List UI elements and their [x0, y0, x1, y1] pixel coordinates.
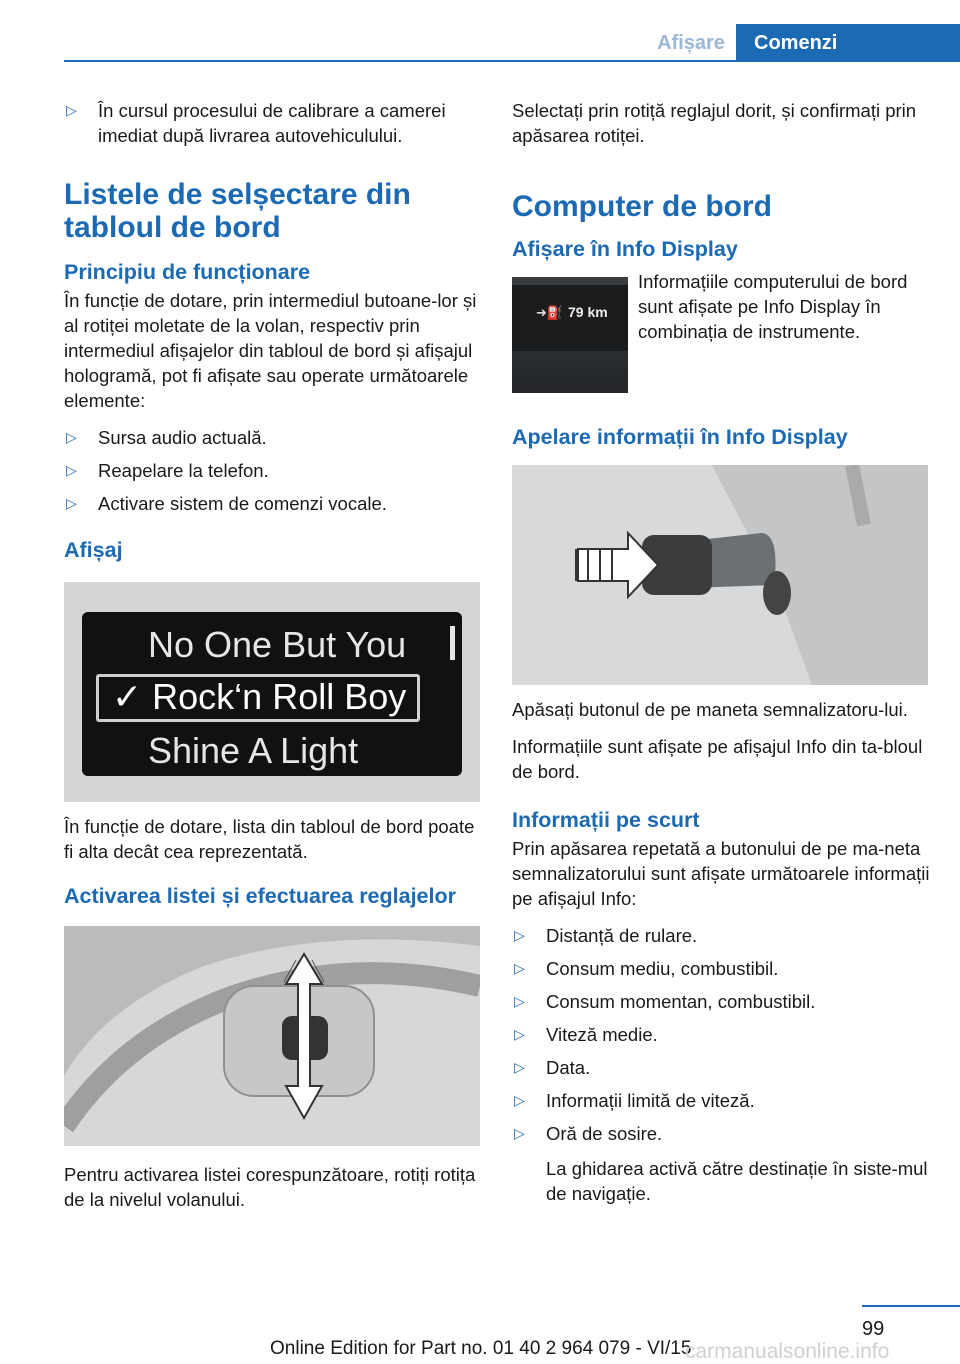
turn-signal-illustration: [512, 465, 928, 685]
list-item: ▷ Reapelare la telefon.: [66, 460, 269, 481]
list-item: ▷ Consum mediu, combustibil.: [514, 958, 779, 979]
activate-text: Pentru activarea listei corespunzătoare, rotiți rotița de la nivelul volanului.: [64, 1164, 476, 1210]
heading-display: Afișaj: [64, 538, 123, 562]
display-screen: [82, 612, 462, 776]
watermark: carmanualsonline.info: [685, 1340, 890, 1363]
brief-bullet-list: [512, 923, 930, 1146]
display-list-item: No One But You: [148, 624, 407, 665]
list-item: ▷ Activare sistem de comenzi vocale.: [66, 493, 387, 514]
principle-text: În funcție de dotare, prin intermediul butoane-lor și al rotiței moletate de la volan, respectiv prin intermediul afișajelor din tabloul de bord și afișajul hologramă, pot fi afișate sau operate următoarele elemente:: [64, 290, 477, 411]
call-text-2: Informațiile sunt afișate pe afișajul Info din ta-bloul de bord.: [512, 736, 923, 782]
brief-text: Prin apăsarea repetată a butonului de pe ma-neta semnalizatorului sunt afișate următoarele informații pe afișajul Info:: [512, 838, 930, 909]
triangle-bullet-icon: ▷: [66, 102, 77, 118]
heading-brief-info: Informații pe scurt: [512, 808, 700, 832]
heading-principle: Principiu de funcționare: [64, 260, 311, 284]
list-item: ▷ Viteză medie.: [514, 1024, 658, 1045]
triangle-bullet-icon: ▷: [66, 429, 77, 445]
triangle-bullet-icon: ▷: [514, 1026, 525, 1042]
call-text-1: Apăsați butonul de pe maneta semnalizatoru-lui.: [512, 699, 908, 720]
heading-activate-list: Activarea listei și efectuarea reglajelor: [64, 884, 456, 908]
range-readout: 79 km: [568, 304, 608, 320]
heading-selection-lists: Listele de selșectare din tabloul de bord: [64, 178, 411, 244]
triangle-bullet-icon: ▷: [514, 927, 525, 943]
header-rule: [64, 60, 960, 62]
list-item: ▷ În cursul procesului de calibrare a camerei imediat după livrarea autovehiculului.: [66, 100, 446, 146]
info-display-text: Informațiile computerului de bord sunt afișate pe Info Display în combinația de instrumente.: [638, 271, 908, 342]
list-item: ▷ Informații limită de viteză.: [514, 1090, 755, 1111]
triangle-bullet-icon: ▷: [66, 462, 77, 478]
triangle-bullet-icon: ▷: [514, 1059, 525, 1075]
info-display-block: [512, 269, 930, 389]
list-item: ▷ Distanță de rulare.: [514, 925, 698, 946]
tab-afisare[interactable]: Afișare: [657, 31, 725, 54]
triangle-bullet-icon: ▷: [514, 993, 525, 1009]
triangle-bullet-icon: ▷: [66, 495, 77, 511]
triangle-bullet-icon: ▷: [514, 1125, 525, 1141]
page-number: 99: [862, 1318, 885, 1340]
steering-wheel-illustration: [64, 926, 480, 1146]
tab-comenzi[interactable]: Comenzi: [736, 24, 960, 62]
turn-signal-lever-image: [512, 465, 928, 685]
display-list-item-selected: ✓ Rock‘n Roll Boy: [112, 676, 407, 717]
select-text: Selectați prin rotiță reglajul dorit, și confirmați prin apăsarea rotiței.: [512, 100, 917, 146]
display-list-item: Shine A Light: [148, 730, 359, 771]
edition-text: Online Edition for Part no. 01 40 2 964 079 - VI/15: [270, 1338, 692, 1359]
feature-bullet-list: [64, 425, 480, 516]
intro-bullet-list: [64, 98, 480, 148]
heading-board-computer: Computer de bord: [512, 190, 772, 223]
triangle-bullet-icon: ▷: [514, 1092, 525, 1108]
info-display-image: [512, 277, 628, 393]
triangle-bullet-icon: ▷: [514, 960, 525, 976]
list-item: ▷ Data.: [514, 1057, 591, 1078]
left-column: [64, 98, 480, 1224]
heading-call-info: Apelare informații în Info Display: [512, 425, 848, 449]
fuel-pump-icon: ➜⛽: [536, 305, 564, 320]
list-item: ▷ Sursa audio actuală.: [66, 427, 267, 448]
list-item: ▷ Oră de sosire.: [514, 1123, 663, 1144]
right-column: [512, 98, 930, 1218]
display-scrollbar: [450, 626, 455, 660]
arrival-note: La ghidarea activă către destinație în siste-mul de navigație.: [546, 1158, 928, 1204]
display-list-image: [64, 582, 480, 802]
list-item: ▷ Consum momentan, combustibil.: [514, 991, 816, 1012]
display-note: În funcție de dotare, lista din tabloul de bord poate fi alta decât cea reprezentată.: [64, 816, 475, 862]
footer-rule: [862, 1305, 960, 1307]
heading-info-display: Afișare în Info Display: [512, 237, 738, 261]
steering-wheel-image: [64, 926, 480, 1146]
